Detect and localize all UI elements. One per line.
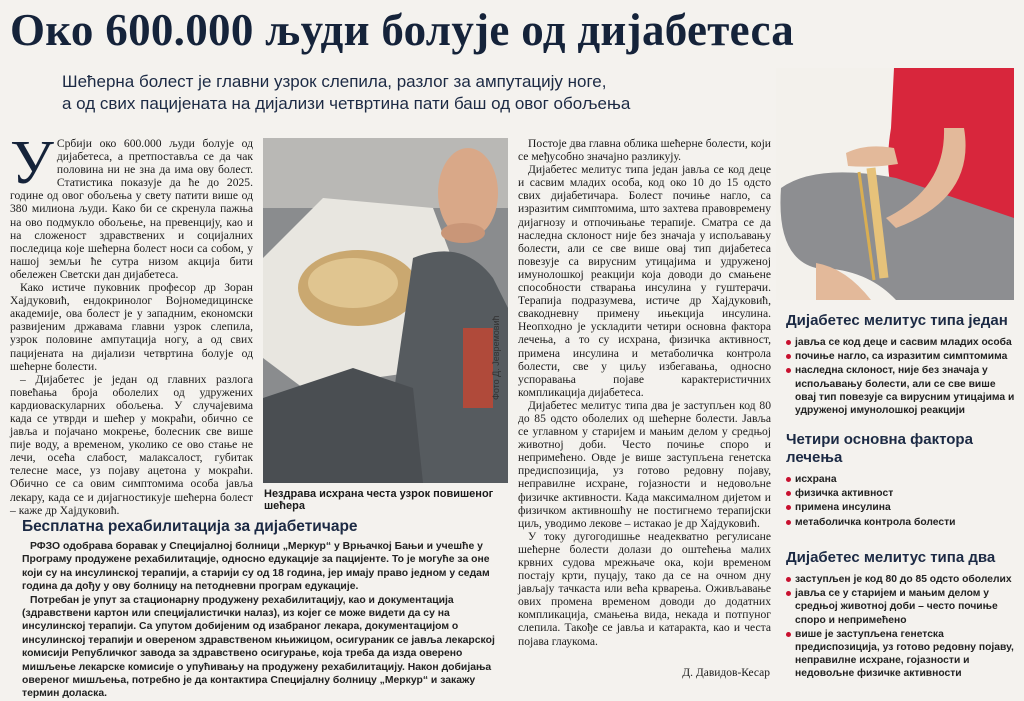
subhead-line: Шећерна болест је главни узрок слепила, разлог за ампутацију ноге, — [62, 72, 607, 91]
list-item: више је заступљена генетска предиспозиција, уз готово редовну појаву, неправилне исхране, гојазности и недовољне физичке активности — [786, 628, 1018, 681]
measuring-tape-photo — [776, 68, 1014, 300]
paragraph: Како истиче пуковник професор др Зоран Хајдуковић, ендокринолог Војномедицинске академије, ова болест је у западним, економски развијеним државама главни узрок слепила, узрок половине ампутација ногу, а од свих пацијената на дијализи четвртина болује од шећерне болести. — [10, 281, 253, 373]
food-photo — [263, 138, 508, 483]
byline: Д. Давидов-Кесар — [682, 667, 770, 679]
article-column-3 — [518, 137, 771, 665]
sidebar-section-type1 — [786, 312, 1018, 417]
paragraph: Србији око 600.000 људи болује од дијабетеса, а претпоставља се да чак половина ни не зна да има ову болест. Статистика показује да ће до 2025. године од овог обољења у свету патити више од 380 милиона људи. Како би се скренула пажња на ово подмукло обољење, на превенцију, као и на сложеност здравствених и социјалних последица које шећерна болест носи са собом, у нашој земљи ће сутра низом акција бити обележен Светски дан дијабетеса. — [10, 137, 253, 281]
headline: Око 600.000 људи болује од дијабетеса — [10, 5, 795, 55]
sidebar-heading: Четири основна фактора лечења — [786, 431, 973, 466]
list-item: примена инсулина — [786, 501, 1018, 514]
subhead-line: а од свих пацијената на дијализи четвртина пати баш од овог обољења — [62, 94, 631, 113]
sidebar-section-type2 — [786, 549, 1018, 681]
paragraph: Потребан је упут за стационарну продужену рехабилитацију, као и документација (здравствени картон или специјалистички налаз), из којег се може видети да су на инсулинској терапији. Са упутом добијеним од изабраног лекара, документацијом о инсулинској терапији и овереном здравственом књижицом, осигураник се јавља лекарској комисији Републичког завода за здравствено осигурање, која треба да изда оверено мишљење лекарске комисије о упућивању на продужену рехабилитацију. Након добијања овереног мишљења, потребно је да контактира Специјалну болницу „Меркур“ и закажу термин доласка. — [22, 594, 495, 700]
list-item: јавља се у старијем и мањим делом у средњој животној доби – често почиње споро и непримећено — [786, 587, 1018, 627]
box-title: Бесплатна рехабилитација за дијабетичаре — [22, 518, 358, 535]
sidebar-section-treatment — [786, 431, 1018, 529]
article-column-1 — [10, 129, 253, 517]
list-item: заступљен је код 80 до 85 одсто оболелих — [786, 573, 1018, 586]
list-item: исхрана — [786, 473, 1018, 486]
list-item: почиње нагло, са изразитим симптомима — [786, 350, 1018, 363]
list-item: физичка активност — [786, 487, 1018, 500]
paragraph: Дијабетес мелитус типа два је заступљен код 80 до 85 одсто оболелих од шећерне болести. Јавља се углавном у старијем и мањим делом у средњој животној доби. Често почиње споро и непримећено. Овде је више заступљена генетска предиспозиција, уз готово редовну појаву, неправилне исхране, гојазности и недовољне физичке активности. Када максималном дијетом и физичком активношћу не постигнемо терапијски циљ, уводимо лекове – истакао је др Хајдуковић. — [518, 398, 771, 530]
subhead — [62, 71, 702, 115]
list-item: наследна склоност, није без значаја у испољавању болести, али се све више овај тип повезује са вирусним утицајима и удруженој имунолошкој реакцији — [786, 364, 1018, 417]
sidebar-list — [786, 336, 1018, 417]
paragraph: Постоје два главна облика шећерне болести, који се међусобно значајно разликују. — [518, 137, 771, 164]
sidebar-heading: Дијабетес мелитус типа један — [786, 312, 1008, 329]
photo-caption: Нездрава исхрана честа узрок повишеног шећера — [264, 488, 494, 512]
paragraph: У току дугогодишње неадекватно регулисане шећерне болести долази до оштећења малих крвних судова мрежњаче ока, који временом постају крти, пуцају, тако да се на очном дну јављају тачкаста или већа крварења. Оживљавање ових промена временом доводи до додатних компликација, смањења вида, некада и потпуног слепила. Такође се јавља и катаракта, као и честа појава глаукома. — [518, 529, 771, 648]
list-item: јавља се код деце и сасвим младих особа — [786, 336, 1018, 349]
drop-cap: У — [10, 129, 54, 197]
list-item: метаболичка контрола болести — [786, 516, 1018, 529]
paragraph: Дијабетес мелитус типа један јавља се код деце и сасвим младих особа, код око 10 до 15 одсто свих дијабетичара. Болест почиње нагло, са изразитим симптомима, што захтева правовремену дијагнозу и отпочињање терапије. Сматра се да наследна склоност није без значаја у испољавању болести, али се све више овај тип дијабетеса повезује са вирусним утицајима и удруженој имунолошкој реакцији која доводи до смањене способности стварања инсулина у гуштерачи. Терапија подразумева, истиче др Хајдуковић, свакодневну примену ињекција инсулина. Неопходно је ускладити четири основна фактора лечења, а то су исхрана, физичка активност, примена инсулина и метаболичка контрола болести, све у циљу избегавања, односно успоравања појаве карактеристичних компликација дијабетеса. — [518, 163, 771, 399]
photo-credit: Фото Д. Јевремовић — [491, 315, 501, 400]
sidebar-list — [786, 573, 1018, 681]
box-text — [22, 540, 506, 700]
sidebar-list — [786, 473, 1018, 529]
sidebar-heading: Дијабетес мелитус типа два — [786, 549, 996, 566]
paragraph: – Дијабетес је један од главних разлога повећања броја оболелих од удружених кардиоваскуларних обољења. У случајевима када се утврди и шећер у мокраћи, обично се јавља и појачано мокрење, болесник све више пије воду, а временом, уколико се ово стање не лечи, осећа слабост, малаксалост, губитак телесне масе, уз појаву ацетона у мокраћи. Обично се са овим симптомима особа јавља лекару, када се и дијагностикује шећерна болест – каже др Хајдуковић. — [10, 372, 253, 517]
paragraph: РФЗО одобрава боравак у Специјалној болници „Меркур“ у Врњачкој Бањи и учешће у Програму продужене рехабилитације, односно едукације за пацијенте. То је могуће за оне који су на инсулинској терапији, а старији су од 18 година, јер имају право једном у седам година да дођу у ову болницу на петодневни програм едукације. — [22, 541, 490, 593]
